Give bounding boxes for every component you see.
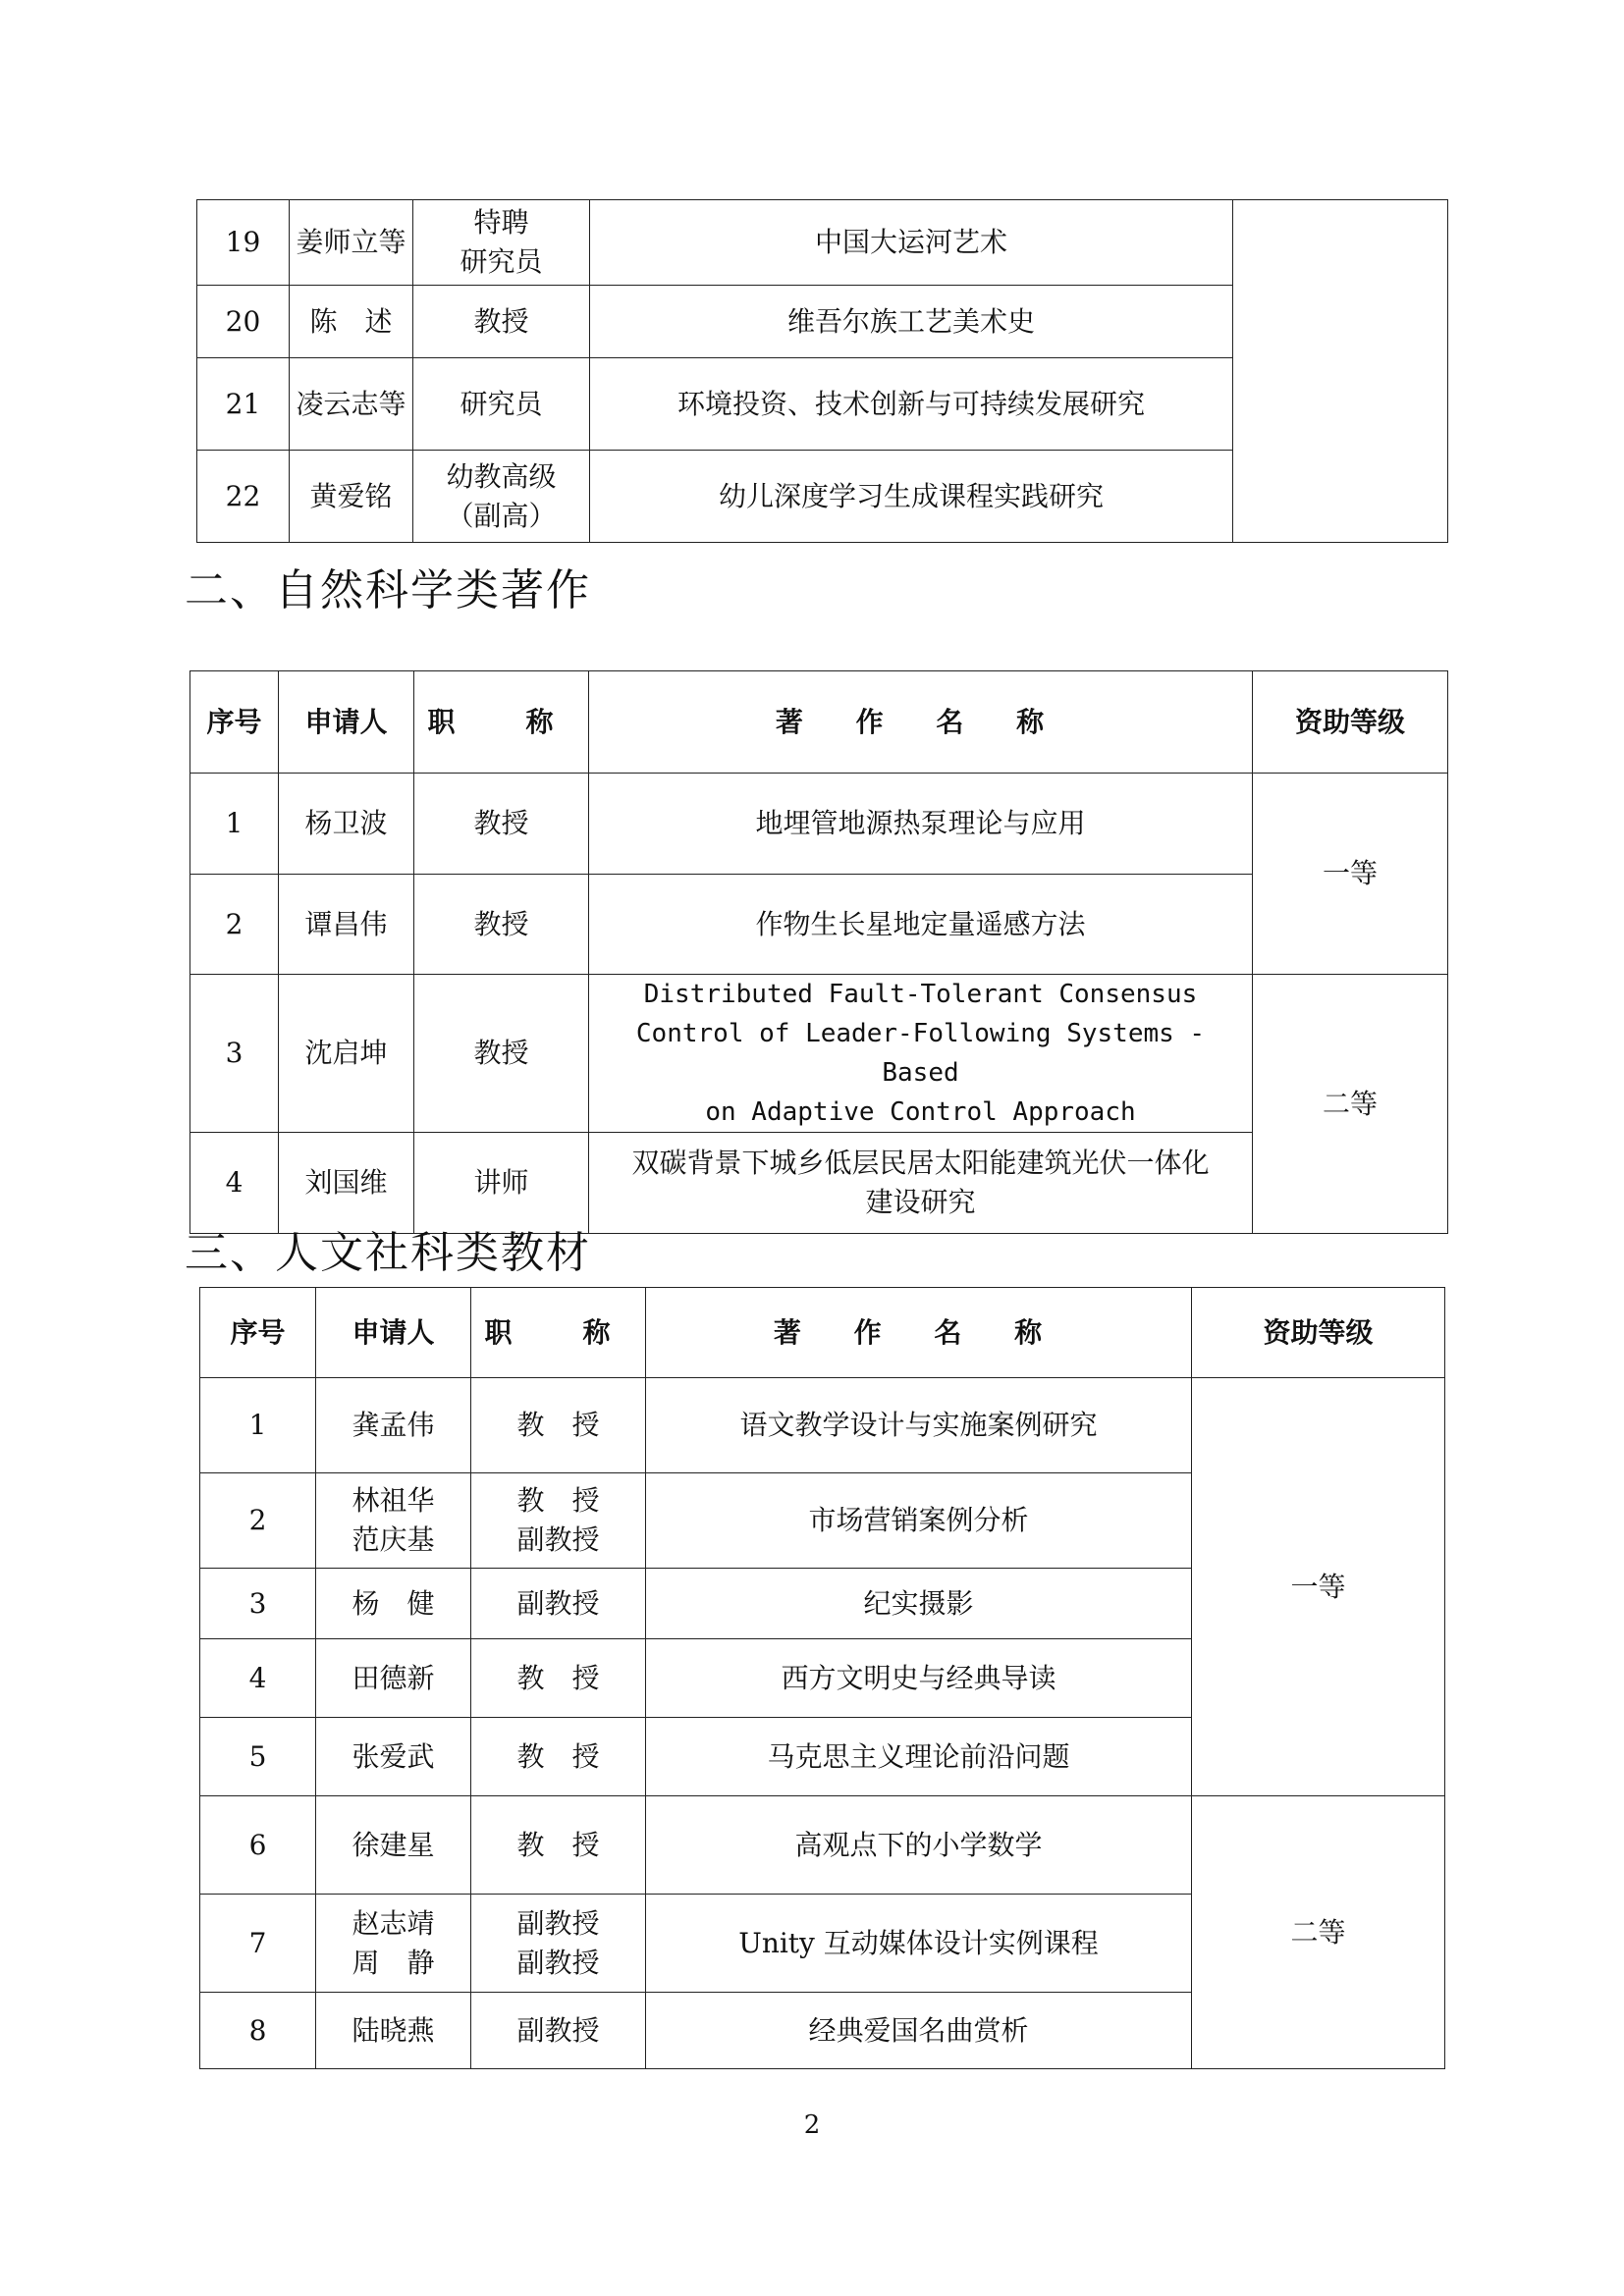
header-applicant: 申请人 <box>279 671 414 774</box>
work-title: 中国大运河艺术 <box>590 200 1233 286</box>
row-number: 20 <box>197 286 290 358</box>
header-title: 职 称 <box>471 1288 646 1378</box>
work-title: 西方文明史与经典导读 <box>646 1639 1192 1718</box>
header-row <box>200 1288 1445 1378</box>
work-title: 经典爱国名曲赏析 <box>646 1993 1192 2069</box>
grade-first: 一等 <box>1253 774 1448 975</box>
header-grade: 资助等级 <box>1192 1288 1445 1378</box>
work-title: 市场营销案例分析 <box>646 1473 1192 1569</box>
work-title: 双碳背景下城乡低层民居太阳能建筑光伏一体化 建设研究 <box>589 1133 1253 1234</box>
natural-science-table <box>189 670 1448 1234</box>
applicant-name: 张爱武 <box>316 1718 471 1796</box>
applicant-name: 徐建星 <box>316 1796 471 1895</box>
work-title: 纪实摄影 <box>646 1569 1192 1639</box>
section-heading-natural-science: 二、自然科学类著作 <box>185 565 591 615</box>
job-title: 副教授 副教授 <box>471 1895 646 1993</box>
page-number: 2 <box>803 2110 821 2140</box>
continuation-table <box>196 199 1448 543</box>
applicant-name: 林祖华 范庆基 <box>316 1473 471 1569</box>
grade-first: 一等 <box>1192 1378 1445 1796</box>
table-row <box>197 200 1448 286</box>
job-title: 教 授 副教授 <box>471 1473 646 1569</box>
table-row <box>200 1378 1445 1473</box>
applicant-name: 杨卫波 <box>279 774 414 875</box>
work-title: 高观点下的小学数学 <box>646 1796 1192 1895</box>
job-title: 特聘 研究员 <box>413 200 590 286</box>
applicant-name: 凌云志等 <box>290 358 413 451</box>
applicant-name: 赵志靖 周 静 <box>316 1895 471 1993</box>
row-number: 3 <box>190 975 279 1133</box>
section-heading-humanities: 三、人文社科类教材 <box>185 1228 591 1278</box>
applicant-name: 谭昌伟 <box>279 875 414 975</box>
job-title: 讲师 <box>414 1133 589 1234</box>
job-title: 教授 <box>414 774 589 875</box>
job-title: 副教授 <box>471 1569 646 1639</box>
job-title: 研究员 <box>413 358 590 451</box>
header-title: 职 称 <box>414 671 589 774</box>
row-number: 2 <box>200 1473 316 1569</box>
row-number: 21 <box>197 358 290 451</box>
row-number: 1 <box>200 1378 316 1473</box>
job-title: 教 授 <box>471 1639 646 1718</box>
applicant-name: 杨 健 <box>316 1569 471 1639</box>
work-title: 语文教学设计与实施案例研究 <box>646 1378 1192 1473</box>
row-number: 8 <box>200 1993 316 2069</box>
applicant-name: 刘国维 <box>279 1133 414 1234</box>
work-title: 维吾尔族工艺美术史 <box>590 286 1233 358</box>
applicant-name: 陆晓燕 <box>316 1993 471 2069</box>
row-number: 22 <box>197 451 290 543</box>
row-number: 7 <box>200 1895 316 1993</box>
work-title: 环境投资、技术创新与可持续发展研究 <box>590 358 1233 451</box>
header-work: 著 作 名 称 <box>589 671 1253 774</box>
row-number: 6 <box>200 1796 316 1895</box>
row-number: 3 <box>200 1569 316 1639</box>
humanities-table <box>199 1287 1445 2069</box>
job-title: 副教授 <box>471 1993 646 2069</box>
row-number: 19 <box>197 200 290 286</box>
job-title: 教授 <box>414 875 589 975</box>
header-row <box>190 671 1448 774</box>
row-number: 4 <box>190 1133 279 1234</box>
applicant-name: 田德新 <box>316 1639 471 1718</box>
work-title: 地埋管地源热泵理论与应用 <box>589 774 1253 875</box>
applicant-name: 黄爱铭 <box>290 451 413 543</box>
row-number: 1 <box>190 774 279 875</box>
grade-cell-empty <box>1233 200 1448 543</box>
work-title: 幼儿深度学习生成课程实践研究 <box>590 451 1233 543</box>
applicant-name: 龚孟伟 <box>316 1378 471 1473</box>
applicant-name: 姜师立等 <box>290 200 413 286</box>
work-title: Unity 互动媒体设计实例课程 <box>646 1895 1192 1993</box>
header-number: 序号 <box>190 671 279 774</box>
table-row <box>190 975 1448 1133</box>
job-title: 教授 <box>414 975 589 1133</box>
applicant-name: 沈启坤 <box>279 975 414 1133</box>
work-title: 作物生长星地定量遥感方法 <box>589 875 1253 975</box>
grade-second: 二等 <box>1253 975 1448 1234</box>
header-number: 序号 <box>200 1288 316 1378</box>
row-number: 2 <box>190 875 279 975</box>
header-grade: 资助等级 <box>1253 671 1448 774</box>
job-title: 幼教高级 （副高） <box>413 451 590 543</box>
row-number: 5 <box>200 1718 316 1796</box>
job-title: 教授 <box>413 286 590 358</box>
header-applicant: 申请人 <box>316 1288 471 1378</box>
table-row <box>190 774 1448 875</box>
header-work: 著 作 名 称 <box>646 1288 1192 1378</box>
job-title: 教 授 <box>471 1378 646 1473</box>
table-row <box>200 1796 1445 1895</box>
work-title: 马克思主义理论前沿问题 <box>646 1718 1192 1796</box>
job-title: 教 授 <box>471 1796 646 1895</box>
job-title: 教 授 <box>471 1718 646 1796</box>
grade-second: 二等 <box>1192 1796 1445 2069</box>
applicant-name: 陈 述 <box>290 286 413 358</box>
work-title: Distributed Fault-Tolerant Consensus Control of Leader-Following Systems - Based on Adaptive Control Approach <box>589 975 1253 1133</box>
row-number: 4 <box>200 1639 316 1718</box>
